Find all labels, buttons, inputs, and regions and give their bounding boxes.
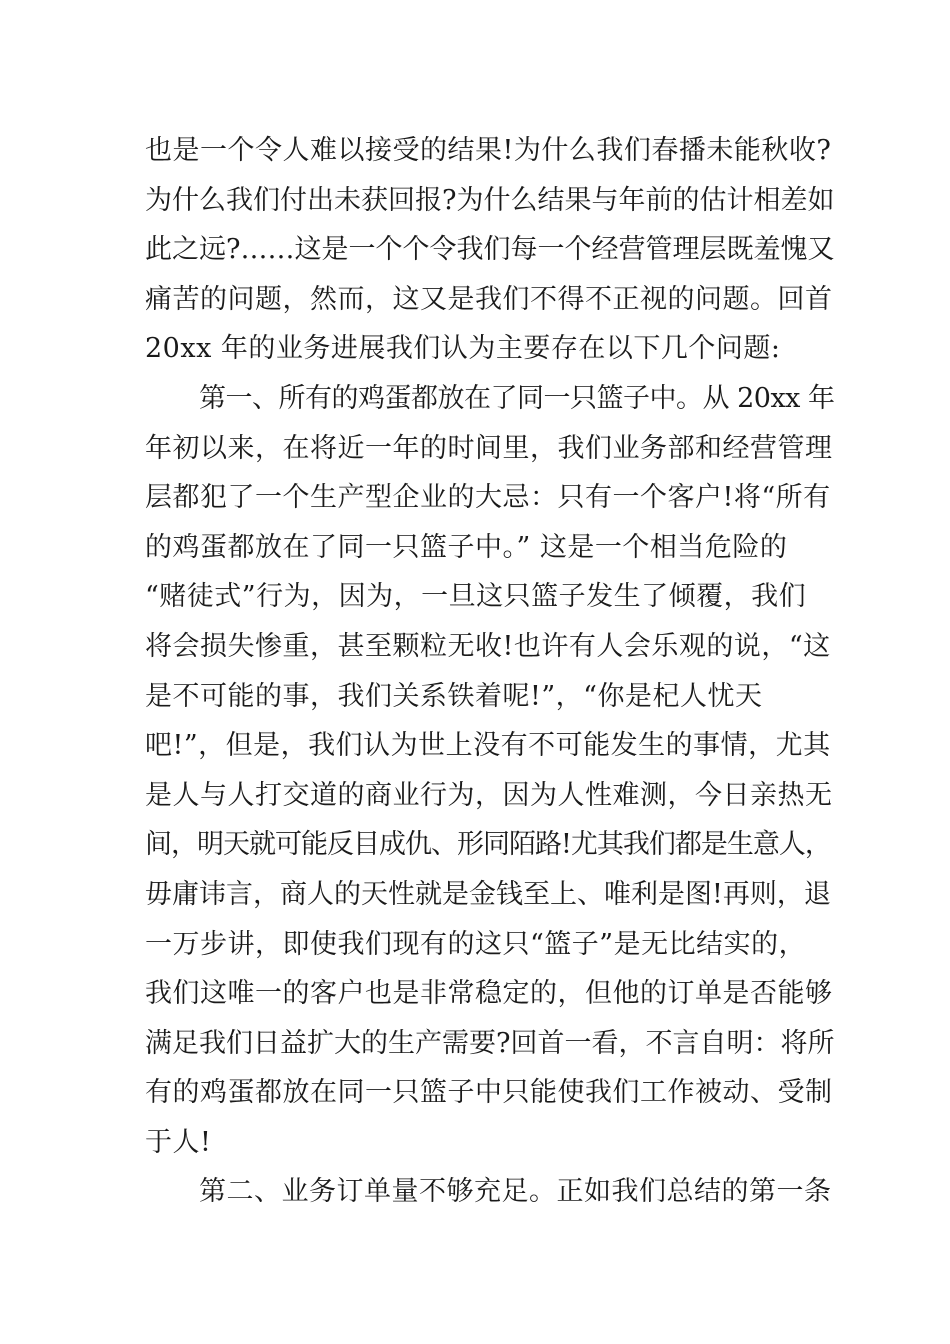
text-line: 是不可能的事，我们关系铁着呢!”，“你是杞人忧天 <box>145 680 763 712</box>
text-line: 我们这唯一的客户也是非常稳定的，但他的订单是否能够 <box>145 978 833 1010</box>
text-line: 将会损失惨重，甚至颗粒无收!也许有人会乐观的说，“这 <box>145 630 831 662</box>
text-line: 此之远?……这是一个个令我们每一个经营管理层既羞愧又 <box>145 234 835 266</box>
text-line: 层都犯了一个生产型企业的大忌：只有一个客户!将“所有 <box>145 482 831 514</box>
text-line: 年初以来，在将近一年的时间里，我们业务部和经营管理 <box>145 432 833 464</box>
text-line: 也是一个令人难以接受的结果!为什么我们春播未能秋收? <box>145 135 832 166</box>
text-line: 间，明天就可能反目成仇、形同陌路!尤其我们都是生意人， <box>145 829 831 861</box>
text-line: 毋庸讳言，商人的天性就是金钱至上、唯利是图!再则，退 <box>145 878 831 910</box>
body-text <box>145 126 835 1217</box>
text-line: 是人与人打交道的商业行为，因为人性难测，今日亲热无 <box>145 779 833 811</box>
text-line: 一万步讲，即使我们现有的这只“篮子”是无比结实的， <box>145 928 807 960</box>
text-line: 的鸡蛋都放在了同一只篮子中。” 这是一个相当危险的 <box>145 531 788 563</box>
paragraph-first-line: 第一、所有的鸡蛋都放在了同一只篮子中。从 20xx 年 <box>199 382 835 414</box>
text-line: 吧!”，但是，我们认为世上没有不可能发生的事情，尤其 <box>145 730 831 762</box>
text-line: 为什么我们付出未获回报?为什么结果与年前的估计相差如 <box>145 184 835 216</box>
text-line: 于人! <box>145 1126 212 1158</box>
text-line: 满足我们日益扩大的生产需要?回首一看，不言自明：将所 <box>145 1027 835 1059</box>
text-line: 有的鸡蛋都放在同一只篮子中只能使我们工作被动、受制 <box>145 1077 833 1109</box>
text-line: 痛苦的问题，然而，这又是我们不得不正视的问题。回首 <box>145 283 833 315</box>
paragraph-first-line: 第二、业务订单量不够充足。正如我们总结的第一条 <box>199 1176 832 1208</box>
text-line: 20xx 年的业务进展我们认为主要存在以下几个问题: <box>145 333 781 365</box>
text-line: “赌徒式”行为，因为，一旦这只篮子发生了倾覆，我们 <box>145 581 807 613</box>
